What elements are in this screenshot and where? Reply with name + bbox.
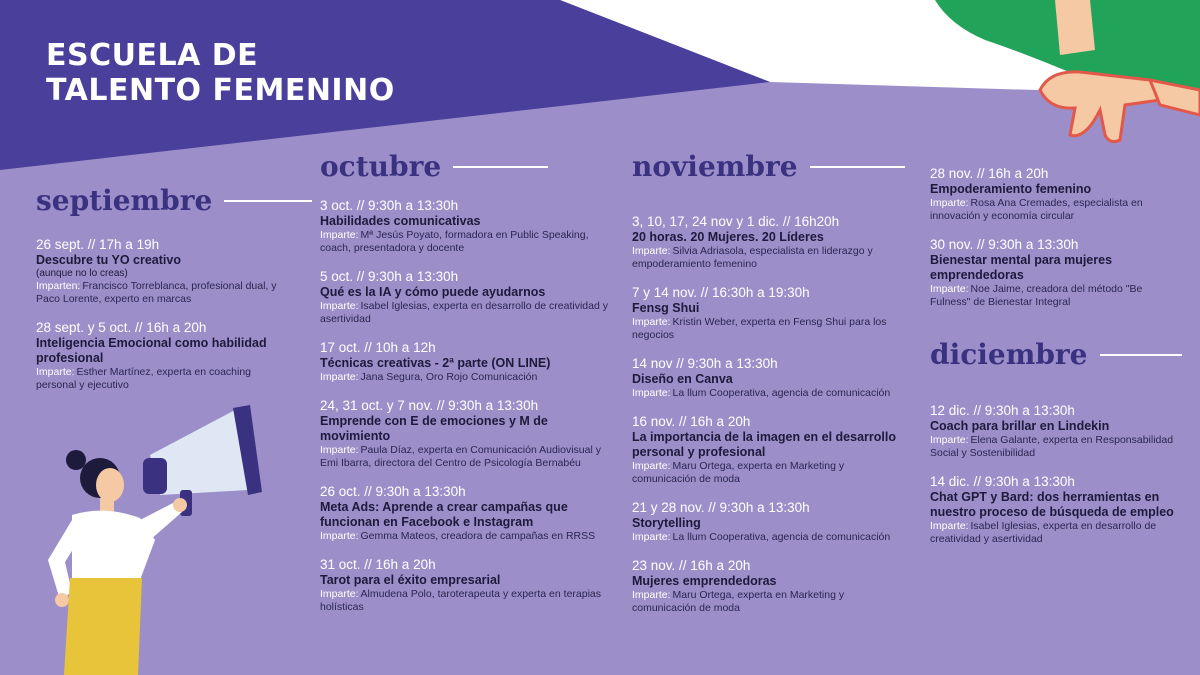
event-date: 14 nov // 9:30h a 13:30h (632, 356, 778, 371)
event-date: 17 oct. // 10h a 12h (320, 340, 436, 355)
event-speaker (320, 444, 610, 470)
speaker-label: Imparte: (632, 316, 671, 328)
event-title: La importancia de la imagen en el desarrollo personal y profesional (632, 430, 896, 459)
event-item (320, 269, 610, 326)
event-title: Mujeres emprendedoras (632, 574, 777, 588)
speaker-label: Imparte: (930, 197, 969, 209)
event-title: Bienestar mental para mujeres emprendedoras (930, 253, 1113, 282)
event-item (36, 320, 286, 392)
woman-with-megaphone-illustration (48, 405, 262, 675)
event-item (36, 237, 286, 306)
speaker-label: Imparte: (930, 520, 969, 532)
event-date: 24, 31 oct. y 7 nov. // 9:30h a 13:30h (320, 398, 539, 413)
event-date: 5 oct. // 9:30h a 13:30h (320, 269, 459, 284)
event-item (930, 237, 1180, 309)
speaker-text: Noe Jaime, creadora del método "Be Fulness" de Bienestar Integral (930, 283, 1143, 308)
event-title: Chat GPT y Bard: dos herramientas en nuestro proceso de búsqueda de empleo (930, 490, 1174, 519)
speaker-text: Francisco Torreblanca, profesional dual, y Paco Lorente, experto en marcas (36, 280, 277, 305)
month-rule (224, 200, 312, 202)
event-speaker (632, 589, 900, 615)
event-speaker (930, 434, 1180, 460)
event-date: 3 oct. // 9:30h a 13:30h (320, 198, 459, 213)
title-line-2: TALENTO FEMENINO (46, 73, 395, 108)
event-item (320, 557, 610, 614)
event-item (320, 484, 610, 543)
event-title: Meta Ads: Aprende a crear campañas que funcionan en Facebook e Instagram (320, 500, 568, 529)
event-title: 20 horas. 20 Mujeres. 20 Líderes (632, 230, 824, 244)
column-noviembre-cont (930, 166, 1180, 323)
event-title: Qué es la IA y cómo puede ayudarnos (320, 285, 546, 299)
event-speaker (632, 531, 900, 544)
speaker-text: Jana Segura, Oro Rojo Comunicación (360, 371, 538, 383)
event-speaker (632, 387, 900, 400)
month-heading-octubre (320, 150, 548, 183)
page-title (46, 38, 395, 108)
event-subtitle: (aunque no lo creas) (36, 268, 128, 279)
event-title: Descubre tu YO creativo (36, 253, 181, 267)
speaker-label: Imparte: (320, 229, 359, 241)
speaker-text: Mª Jesús Poyato, formadora en Public Speaking, coach, presentadora y docente (320, 229, 589, 254)
speaker-text: Paula Díaz, experta en Comunicación Audiovisual y Emi Ibarra, directora del Centro de Psicología Bernabéu (320, 444, 601, 469)
speaker-text: Gemma Mateos, creadora de campañas en RRSS (360, 530, 596, 542)
speaker-text: Isabel Iglesias, experta en desarrollo de creatividad y asertividad (930, 520, 1157, 545)
speaker-text: La llum Cooperativa, agencia de comunicación (672, 387, 891, 399)
speaker-label: Imparte: (320, 300, 359, 312)
event-speaker (320, 588, 610, 614)
speaker-text: Maru Ortega, experta en Marketing y comunicación de moda (632, 589, 845, 614)
event-title: Técnicas creativas - 2ª parte (ON LINE) (320, 356, 551, 370)
speaker-label: Imparte: (632, 589, 671, 601)
speaker-label: Imparte: (930, 434, 969, 446)
event-date: 31 oct. // 16h a 20h (320, 557, 436, 572)
speaker-text: La llum Cooperativa, agencia de comunicación (672, 531, 891, 543)
event-title: Fensg Shui (632, 301, 700, 315)
event-date: 23 nov. // 16h a 20h (632, 558, 751, 573)
speaker-label: Imparte: (632, 460, 671, 472)
event-item (320, 198, 610, 255)
speaker-label: Imparte: (320, 444, 359, 456)
speaker-text: Isabel Iglesias, experta en desarrollo de creatividad y asertividad (320, 300, 608, 325)
event-date: 28 nov. // 16h a 20h (930, 166, 1049, 181)
event-title: Coach para brillar en Lindekin (930, 419, 1110, 433)
speaker-text: Almudena Polo, taroterapeuta y experta en terapias holísticas (320, 588, 602, 613)
event-title: Inteligencia Emocional como habilidad profesional (36, 336, 267, 365)
month-rule (810, 166, 905, 168)
event-date: 14 dic. // 9:30h a 13:30h (930, 474, 1075, 489)
event-title: Empoderamiento femenino (930, 182, 1092, 196)
speaker-label: Imparte: (632, 245, 671, 257)
event-speaker (930, 197, 1180, 223)
month-rule (453, 166, 548, 168)
month-label: noviembre (632, 150, 798, 183)
month-heading-septiembre (36, 184, 312, 217)
event-title: Storytelling (632, 516, 701, 530)
month-heading-noviembre (632, 150, 905, 183)
speaker-text: Maru Ortega, experta en Marketing y comunicación de moda (632, 460, 845, 485)
event-item (320, 340, 610, 384)
column-septiembre (36, 237, 286, 406)
event-date: 26 oct. // 9:30h a 13:30h (320, 484, 466, 499)
month-label: septiembre (36, 184, 213, 217)
event-item (632, 558, 900, 615)
speaker-text: Rosa Ana Cremades, especialista en innovación y economía circular (930, 197, 1143, 222)
column-diciembre (930, 403, 1180, 560)
event-speaker (632, 316, 900, 342)
event-item (632, 285, 900, 342)
speaker-label: Imparte: (632, 531, 671, 543)
event-speaker (930, 283, 1180, 309)
speaker-label: Imparten: (36, 280, 81, 292)
speaker-label: Imparte: (930, 283, 969, 295)
event-item (632, 500, 900, 544)
event-speaker (36, 280, 286, 306)
speaker-text: Esther Martínez, experta en coaching personal y ejecutivo (36, 366, 252, 391)
speaker-text: Silvia Adriasola, especialista en liderazgo y empoderamiento femenino (632, 245, 873, 270)
speaker-text: Elena Galante, experta en Responsabilidad Social y Sostenibilidad (930, 434, 1174, 459)
event-speaker (36, 366, 286, 392)
event-item (930, 474, 1180, 546)
month-rule (1100, 354, 1182, 356)
event-date: 26 sept. // 17h a 19h (36, 237, 160, 252)
speaker-label: Imparte: (320, 588, 359, 600)
event-date: 3, 10, 17, 24 nov y 1 dic. // 16h20h (632, 214, 840, 229)
event-speaker (320, 229, 610, 255)
event-speaker (632, 245, 900, 271)
event-title: Diseño en Canva (632, 372, 733, 386)
event-date: 7 y 14 nov. // 16:30h a 19:30h (632, 285, 810, 300)
column-octubre (320, 198, 610, 628)
event-speaker (320, 371, 610, 384)
speaker-label: Imparte: (320, 371, 359, 383)
event-title: Tarot para el éxito empresarial (320, 573, 501, 587)
event-date: 21 y 28 nov. // 9:30h a 13:30h (632, 500, 810, 515)
speaker-label: Imparte: (632, 387, 671, 399)
month-label: diciembre (930, 338, 1088, 371)
event-item (632, 214, 900, 271)
event-item (320, 398, 610, 470)
event-speaker (632, 460, 900, 486)
title-line-1: ESCUELA DE (46, 38, 259, 73)
speaker-label: Imparte: (320, 530, 359, 542)
column-noviembre (632, 214, 900, 629)
event-title: Habilidades comunicativas (320, 214, 481, 228)
month-heading-diciembre (930, 338, 1182, 371)
event-item (930, 166, 1180, 223)
event-item (632, 414, 900, 486)
event-item (930, 403, 1180, 460)
event-date: 16 nov. // 16h a 20h (632, 414, 751, 429)
event-speaker (930, 520, 1180, 546)
month-label: octubre (320, 150, 442, 183)
event-speaker (320, 300, 610, 326)
speaker-label: Imparte: (36, 366, 75, 378)
speaker-text: Kristin Weber, experta en Fensg Shui para los negocios (632, 316, 887, 341)
event-item (632, 356, 900, 400)
event-date: 12 dic. // 9:30h a 13:30h (930, 403, 1075, 418)
event-date: 30 nov. // 9:30h a 13:30h (930, 237, 1079, 252)
event-speaker (320, 530, 610, 543)
event-date: 28 sept. y 5 oct. // 16h a 20h (36, 320, 207, 335)
event-title: Emprende con E de emociones y M de movimiento (320, 414, 548, 443)
